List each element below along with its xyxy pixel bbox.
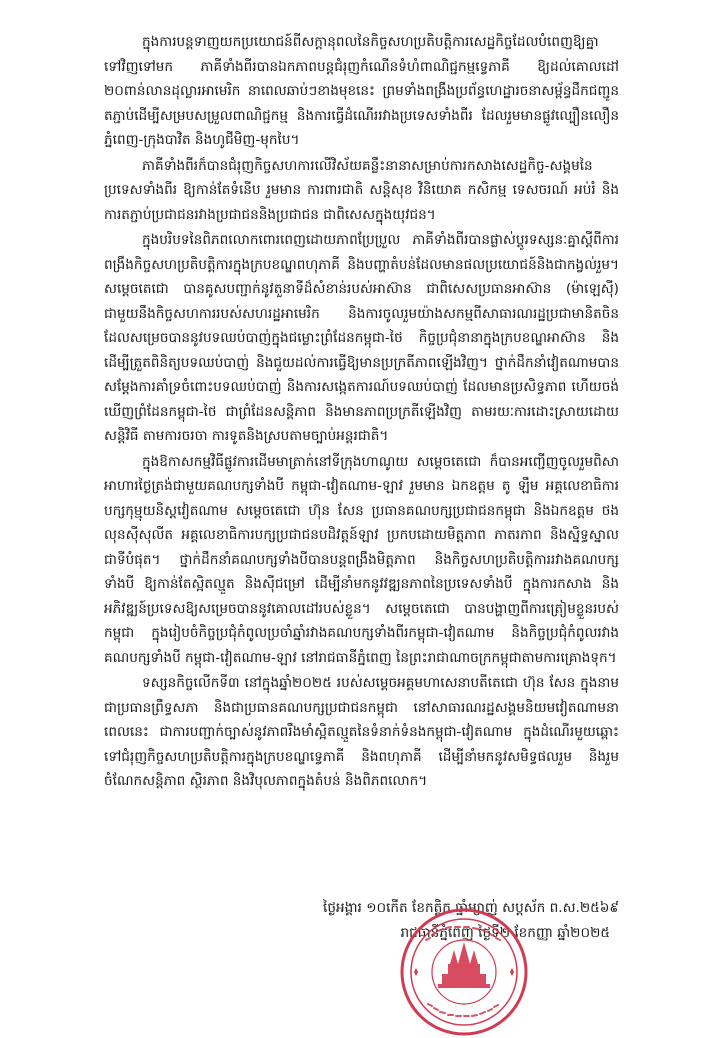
paragraph-3: ក្នុងបរិបទនៃពិភពលោកពោរពេញដោយភាពប្រែប្រួល ភាគីទាំងពីរបានផ្លាស់ប្តូរទស្សនៈគ្នាស្តីពីការពង្រឹងកិច្ចសហប្រតិបត្តិការក្នុងក្របខណ្ឌពហុភាគី និងបញ្ហាតំបន់ដែលមានផលប្រយោជន៍និងជាកង្វល់រួម។ សម្តេចតេជោ បានគូសបញ្ជាក់នូវតួនាទីដ៏សំខាន់របស់អាស៊ាន ជាពិសេសប្រធានអាស៊ាន (ម៉ាឡេស៊ី) ជាមួយនឹងកិច្ចសហការរបស់សហរដ្ឋអាមេរិក និងការចូលរួមយ៉ាងសកម្មពីសាធារណរដ្ឋប្រជាមានិតចិន ដែលសម្រេចបាននូវបទឈប់បាញ់ក្នុងជម្លោះព្រំដែនកម្ពុជា-ថៃ កិច្ចប្រជុំនានាក្នុងក្របខណ្ឌអាស៊ាន និងដើម្បីត្រួតពិនិត្យបទឈប់បាញ់ និងជួយដល់ការធ្វើឱ្យមានប្រក្រតីភាពឡើងវិញ។ ថ្នាក់ដឹកនាំវៀតណាមបានសម្តែងការគាំទ្រចំពោះបទឈប់បាញ់ និងការសង្កេតការណ៍បទឈប់បាញ់ ដែលមានប្រសិទ្ធភាព ហើយចង់ឃើញព្រំដែនកម្ពុជា-ថៃ ជាព្រំដែនសន្តិភាព និងមានភាពប្រក្រតីឡើងវិញ តាមរយៈការដោះស្រាយដោយសន្តិវិធី តាមការចរចា ការទូតនិងស្របតាមច្បាប់អន្តរជាតិ។ [104,232,619,444]
official-seal-icon [398,906,530,1038]
paragraph-5: ទស្សនកិច្ចលើកទី៣ នៅក្នុងឆ្នាំ២០២៥ របស់សម្តេចអគ្គមហាសេនាបតីតេជោ ហ៊ុន សែន ក្នុងនាមជាប្រធានព្រឹទ្ធសភា និងជាប្រធានគណបក្សប្រជាជនកម្ពុជា នៅសាធារណរដ្ឋសង្គមនិយមវៀតណាមនាពេលនេះ ជាការបញ្ជាក់ច្បាស់នូវភាពរឹងមាំស្អិតល្មួតនៃទំនាក់ទំនងកម្ពុជា-វៀតណាម ក្នុងដំណើរមួយឆ្ពោះទៅជំរុញកិច្ចសហប្រតិបត្តិការក្នុងក្របខណ្ឌទ្វេភាគី និងពហុភាគី ដើម្បីនាំមកនូវសមិទ្ធផលរួម និងរួមចំណែកសន្តិភាព ស្ថិរភាព និងវិបុលភាពក្នុងតំបន់ និងពិភពលោក។ [104,675,619,789]
lunar-date-line: ថ្ងៃអង្គារ ១០កើត ខែកត្តិក ឆ្នាំម្សាញ់ សប្តស័ក ព.ស.២៥៦៩ [323,900,619,916]
gregorian-date-line: រាជធានីភ្នំពេញ ថ្ងៃទី២ ខែកញ្ញា ឆ្នាំ២០២៥ [400,925,610,941]
paragraph-2: ភាគីទាំងពីរក៏បានជំរុញកិច្ចសហការលើវិស័យគន្លឹះនានាសម្រាប់ការកសាងសេដ្ឋកិច្ច-សង្គមនៃប្រទេសទាំងពីរ ឱ្យកាន់តែទំនើប រួមមាន ការពារជាតិ សន្តិសុខ វិនិយោគ កសិកម្ម ទេសចរណ៍ អប់រំ និងការតភ្ជាប់ប្រជាជនរវាងប្រជាជននិងប្រជាជន ជាពិសេសក្នុងយុវជន។ [104,157,619,223]
paragraph-1: ក្នុងការបន្តទាញយកប្រយោជន៍ពីសក្តានុពលនៃកិច្ចសហប្រតិបត្តិការសេដ្ឋកិច្ចដែលបំពេញឱ្យគ្នាទៅវិញទៅមក ភាគីទាំងពីរបានឯកភាពបន្តជំរុញកំណើនទំហំពាណិជ្ជកម្មទ្វេភាគី ឱ្យដល់គោលដៅ ២០ពាន់លានដុល្លារអាមេរិក នាពេលឆាប់ៗខាងមុខនេះ ព្រមទាំងពង្រឹងប្រព័ន្ធហេដ្ឋារចនាសម្ព័ន្ធដឹកជញ្ជូនតភ្ជាប់ដើម្បីសម្របសម្រួលពាណិជ្ជកម្ម និងការធ្វើដំណើររវាងប្រទេសទាំងពីរ ដែលរួមមានផ្លូវល្បឿនលឿនភ្នំពេញ-ក្រុងបាវិត និងហូជីមិញ-មុកបៃ។ [104,34,619,148]
paragraph-4: ក្នុងឱកាសកម្មវិធីផ្លូវការដើមមាត្រាក់នៅទីក្រុងហាណូយ សម្តេចតេជោ ក៏បានអញ្ជើញចូលរួមពិសាអាហារថ្ងៃត្រង់ជាមួយគណបក្សទាំងបី កម្ពុជា-វៀតណាម-ឡាវ រួមមាន ឯកឧត្តម តូ ឡឹម អគ្គលេខាធិការបក្សកុម្មុយនិស្តវៀតណាម សម្តេចតេជោ ហ៊ុន សែន ប្រធានគណបក្សប្រជាជនកម្ពុជា និងឯកឧត្តម ថង លុនស៊ីសុលីត អគ្គលេខាធិការបក្សប្រជាជនបដិវត្តន៍ឡាវ ប្រកបដោយមិត្តភាព ភាតរភាព និងស្និទ្ធស្នាលជាទីបំផុត។ ថ្នាក់ដឹកនាំគណបក្សទាំងបីបានបន្តពង្រឹងមិត្តភាព និងកិច្ចសហប្រតិបត្តិការរវាងគណបក្សទាំងបី ឱ្យកាន់តែស្អិតល្មួត និងស៊ីជម្រៅ ដើម្បីនាំមកនូវវឌ្ឍនភាពនៃប្រទេសទាំងបី ក្នុងការកសាង និងអភិវឌ្ឍន៍ប្រទេសឱ្យសម្រេចបាននូវគោលដៅរបស់ខ្លួន។ សម្តេចតេជោ បានបង្ហាញពីការត្រៀមខ្លួនរបស់កម្ពុជា ក្នុងរៀបចំកិច្ចប្រជុំកំពូលប្រចាំឆ្នាំរវាងគណបក្សទាំងពីរកម្ពុជា-វៀតណាម និងកិច្ចប្រជុំកំពូលរវាងគណបក្សទាំងបី កម្ពុជា-វៀតណាម-ឡាវ នៅរាជធានីភ្នំពេញ នៃព្រះរាជាណាចក្រកម្ពុជាតាមការគ្រោងទុក។ [104,453,619,666]
